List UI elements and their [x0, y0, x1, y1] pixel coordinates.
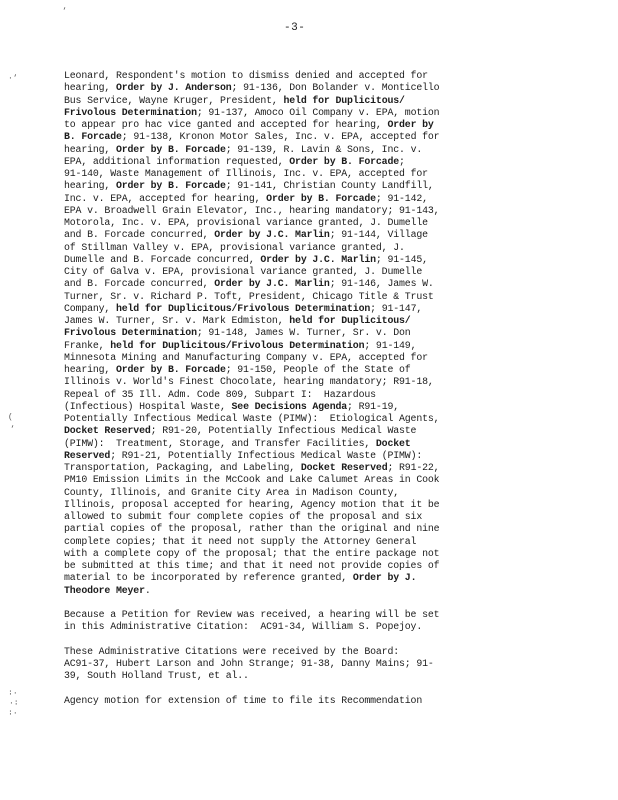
text-line: [64, 95, 564, 107]
bold-text-run: Docket Reserved: [64, 425, 151, 437]
bold-text-run: Order by J.C. Marlin: [214, 278, 330, 290]
margin-mark: ∶·: [8, 689, 18, 698]
bold-text-run: held for Duplicitous/Frivolous Determination: [110, 339, 365, 351]
text-run: ; 91-138, Kronon Motor Sales, Inc. v. EPA, accepted for: [121, 131, 440, 143]
text-line: [64, 82, 564, 94]
text-run: hearing,: [64, 82, 116, 94]
text-line: [64, 609, 564, 621]
text-line: [64, 425, 564, 437]
text-run: in this Administrative Citation: AC91-34, William S. Popejoy.: [64, 621, 423, 633]
text-run: .: [144, 584, 151, 596]
text-line: [64, 560, 564, 572]
text-run: ; R91-20, Potentially Infectious Medical Waste: [150, 425, 417, 437]
text-line: [64, 695, 564, 707]
text-run: Agency motion for extension of time to file its Recommendation: [64, 694, 423, 706]
text-line: [64, 119, 564, 131]
text-run: ; 91-148, James W. Turner, Sr. v. Don: [196, 327, 411, 339]
margin-mark: (: [8, 413, 13, 422]
text-line: [64, 548, 564, 560]
text-line: [64, 156, 564, 168]
text-run: Leonard, Respondent's motion to dismiss denied and accepted for: [64, 70, 428, 81]
bold-text-run: Order by B. Forcade: [115, 364, 226, 375]
text-line: [64, 217, 564, 229]
text-run: Repeal of 35 Ill. Adm. Code 809, Subpart I: Hazardous: [64, 388, 376, 400]
text-line: [64, 242, 564, 254]
text-run: ; 91-142,: [375, 192, 428, 204]
text-line: [64, 266, 564, 278]
text-run: ; 91-149,: [364, 339, 417, 351]
bold-text-run: Order by B. Forcade: [266, 192, 376, 204]
text-line: [64, 278, 564, 290]
bold-text-run: Order by J.: [352, 572, 417, 584]
page-number: -3-: [284, 22, 306, 34]
text-line: [64, 511, 564, 523]
text-line: [64, 364, 564, 376]
text-run: hearing,: [64, 364, 116, 375]
text-run: EPA v. Broadwell Grain Elevator, Inc., hearing mandatory; 91-143,: [64, 204, 440, 216]
text-run: James W. Turner, Sr. v. Mark Edmiston,: [64, 315, 290, 326]
text-run: Potentially Infectious Medical Waste (PIMW): Etiological Agents,: [64, 413, 440, 424]
text-line: [64, 315, 564, 327]
bold-text-run: Docket Reserved: [300, 462, 388, 473]
text-line: [64, 438, 564, 450]
text-run: EPA, additional information requested,: [64, 155, 290, 167]
text-line: [64, 536, 564, 548]
text-run: Bus Service, Wayne Kruger, President,: [64, 94, 284, 106]
bold-text-run: Frivolous Determination: [64, 106, 197, 118]
text-line: [64, 340, 564, 352]
text-run: ; R91-22,: [387, 462, 440, 473]
bold-text-run: Order by B. Forcade: [115, 143, 226, 155]
bold-text-run: See Decisions Agenda: [231, 400, 348, 412]
text-run: be submitted at this time; and that it need not provide copies of: [64, 560, 440, 571]
bold-text-run: Order by J.C. Marlin: [260, 253, 376, 265]
paragraph-gap: [64, 634, 564, 646]
text-run: allowed to submit four complete copies of the proposal and six: [64, 511, 423, 522]
text-line: [64, 107, 564, 119]
document-body: [64, 70, 564, 707]
text-run: These Administrative Citations were received by the Board:: [64, 645, 400, 657]
text-run: Transportation, Packaging, and Labeling,: [64, 462, 301, 473]
text-line: [64, 144, 564, 156]
text-line: [64, 376, 564, 388]
text-run: Dumelle and B. Forcade concurred,: [64, 253, 261, 265]
text-run: (PIMW): Treatment, Storage, and Transfer Facilities,: [64, 437, 376, 449]
text-run: ; 91-150, People of the State of: [225, 364, 411, 375]
bold-text-run: B. Forcade: [64, 131, 122, 143]
text-line: [64, 401, 564, 413]
text-line: [64, 327, 564, 339]
text-run: 91-140, Waste Management of Illinois, Inc. v. EPA, accepted for: [64, 168, 428, 179]
bold-text-run: held for Duplicitous/: [283, 94, 405, 106]
text-line: [64, 131, 564, 143]
text-line: [64, 254, 564, 266]
paragraph: [64, 646, 564, 683]
text-line: [64, 621, 564, 633]
text-run: AC91-37, Hubert Larson and John Strange; 91-38, Danny Mains; 91-: [64, 658, 434, 669]
bold-text-run: Order by J. Anderson: [115, 82, 232, 94]
text-line: [64, 523, 564, 535]
paragraph-gap: [64, 683, 564, 695]
text-run: partial copies of the proposal, rather than the original and nine: [64, 523, 440, 535]
bold-text-run: held for Duplicitous/: [289, 315, 411, 326]
bold-text-run: Reserved: [64, 449, 111, 461]
text-run: ; R91-19,: [347, 400, 400, 412]
text-line: [64, 352, 564, 364]
text-run: 39, South Holland Trust, et al..: [64, 670, 249, 682]
bold-text-run: Theodore Meyer: [64, 584, 145, 596]
text-run: Inc. v. EPA, accepted for hearing,: [64, 192, 267, 204]
text-run: material to be incorporated by reference granted,: [64, 572, 353, 584]
bold-text-run: Order by: [387, 119, 434, 130]
text-run: hearing,: [64, 143, 116, 155]
paragraph-gap: [64, 597, 564, 609]
text-run: with a complete copy of the proposal; that the entire package not: [64, 547, 440, 559]
text-line: [64, 585, 564, 597]
text-line: [64, 193, 564, 205]
text-line: [64, 646, 564, 658]
text-line: [64, 474, 564, 486]
margin-mark: ·‘: [8, 74, 18, 83]
text-run: and B. Forcade concurred,: [64, 229, 215, 241]
margin-mark: ‘: [10, 425, 15, 434]
text-run: ;: [399, 155, 405, 167]
text-run: Illinois v. World's Finest Chocolate, hearing mandatory; R91-18,: [64, 376, 434, 388]
text-run: Motorola, Inc. v. EPA, provisional variance granted, J. Dumelle: [64, 217, 428, 228]
bold-text-run: Docket: [375, 437, 411, 449]
text-line: [64, 499, 564, 511]
text-run: ; 91-147,: [370, 302, 423, 314]
paragraph: [64, 70, 564, 597]
text-run: complete copies; that it need not supply the Attorney General: [64, 535, 417, 547]
text-run: ; 91-139, R. Lavin & Sons, Inc. v.: [225, 143, 423, 155]
text-run: ; 91-137, Amoco Oil Company v. EPA, motion: [196, 106, 440, 118]
text-run: Because a Petition for Review was received, a hearing will be set: [64, 609, 440, 620]
text-line: [64, 205, 564, 217]
text-run: Minnesota Mining and Manufacturing Company v. EPA, accepted for: [64, 351, 428, 363]
text-run: ; 91-141, Christian County Landfill,: [225, 180, 434, 192]
text-run: to appear pro hac vice ganted and accepted for hearing,: [64, 119, 388, 130]
text-line: [64, 180, 564, 192]
text-run: PM10 Emission Limits in the McCook and Lake Calumet Areas in Cook: [64, 474, 440, 486]
text-run: ; 91-145,: [375, 253, 428, 265]
text-run: ; R91-21, Potentially Infectious Medical Waste (PIMW):: [110, 449, 423, 461]
text-run: (Infectious) Hospital Waste,: [64, 400, 232, 412]
text-run: Illinois, proposal accepted for hearing, Agency motion that it be: [64, 498, 440, 510]
text-line: [64, 487, 564, 499]
text-run: ; 91-144, Village: [329, 229, 428, 241]
margin-mark: ·∶: [9, 699, 19, 708]
text-run: of Stillman Valley v. EPA, provisional variance granted, J.: [64, 241, 405, 253]
text-line: [64, 670, 564, 682]
text-run: hearing,: [64, 180, 116, 192]
text-run: ; 91-136, Don Bolander v. Monticello: [231, 82, 440, 94]
text-line: [64, 572, 564, 584]
bold-text-run: Frivolous Determination: [64, 327, 197, 339]
bold-text-run: Order by J.C. Marlin: [214, 229, 330, 241]
bold-text-run: Order by B. Forcade: [289, 155, 400, 167]
bold-text-run: held for Duplicitous/Frivolous Determination: [115, 302, 371, 314]
text-line: [64, 413, 564, 425]
bold-text-run: Order by B. Forcade: [115, 180, 226, 192]
text-run: City of Galva v. EPA, provisional variance granted, J. Dumelle: [64, 266, 423, 277]
text-line: [64, 389, 564, 401]
text-line: [64, 658, 564, 670]
text-line: [64, 291, 564, 303]
margin-mark: ∶·: [8, 709, 18, 718]
paragraph: [64, 695, 564, 707]
margin-mark: ‘: [62, 7, 67, 16]
text-line: [64, 303, 564, 315]
text-line: [64, 70, 564, 82]
text-run: Turner, Sr. v. Richard P. Toft, President, Chicago Title & Trust: [64, 290, 434, 302]
text-line: [64, 450, 564, 462]
paragraph: [64, 609, 564, 634]
text-run: ; 91-146, James W.: [329, 278, 434, 290]
text-run: and B. Forcade concurred,: [64, 278, 215, 290]
text-run: County, Illinois, and Granite City Area in Madison County,: [64, 486, 400, 498]
text-line: [64, 229, 564, 241]
text-run: Company,: [64, 302, 116, 314]
text-line: [64, 462, 564, 474]
text-line: [64, 168, 564, 180]
text-run: Franke,: [64, 339, 111, 351]
